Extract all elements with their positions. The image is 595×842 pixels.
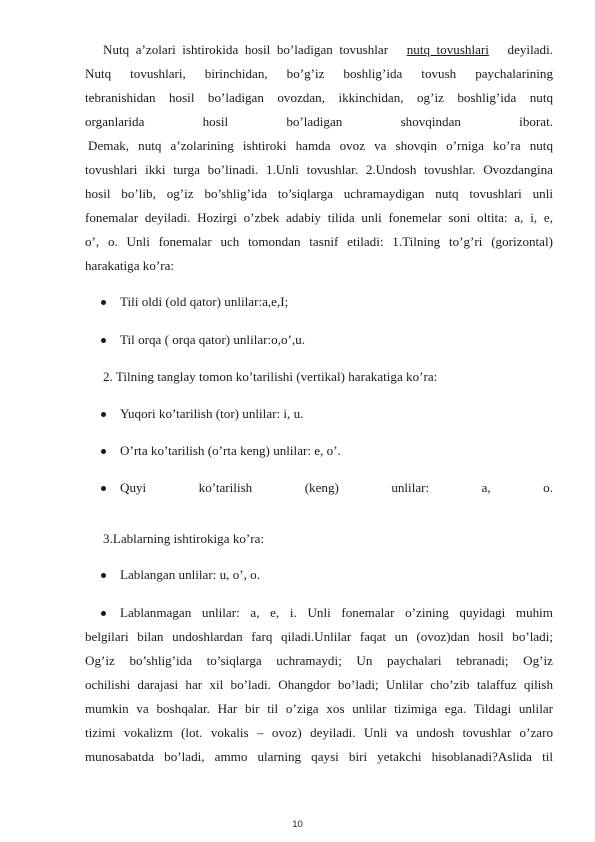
paragraph-line: o’, o. Unli fonemalar uch tomondan tasnif etiladi: 1.Tilning to’g’ri (gorizontal) (85, 234, 553, 249)
paragraph-line: tebranishidan hosil bo’ladigan ovozdan, ikkinchidan, og’iz boshlig’ida nutq (85, 90, 553, 105)
list-item-text: Yuqori ko’tarilish (tor) unlilar: i, u. (120, 406, 304, 421)
list-item-text: Lablanmagan unlilar: a, e, i. Unli fonemalar o’zining quyidagi muhim (120, 605, 553, 620)
list-item-text: Tili oldi (old qator) unlilar:a,e,I; (120, 294, 289, 309)
word: (keng) (304, 480, 339, 495)
paragraph-line: harakatiga ko’ra: (85, 258, 175, 273)
paragraph-text: Nutq a’zolari ishtirokida hosil bo’ladigan tovushlar (103, 42, 389, 57)
paragraph-line (85, 40, 553, 60)
paragraph-line: ochilishi darajasi har xil bo’ladi. Ohangdor bo’ladi; Unlilar cho’zib talaffuz qilish (85, 677, 553, 692)
paragraph-line: belgilari bilan undoshlardan farq qiladi.Unlilar faqat un (ovoz)dan hosil bo’ladi; (85, 629, 553, 644)
word: Quyi (120, 480, 147, 495)
term-link[interactable]: nutq tovushlari (406, 42, 489, 57)
paragraph-line: tizimi vokalizm (lot. vokalis – ovoz) deyiladi. Unli va undosh tovushlar o’zaro (85, 725, 553, 740)
word: ko’tarilish (198, 480, 253, 495)
paragraph-line: hosil bo’lib, og’iz bo’shlig’ida to’siqlarga uchramaydigan nutq tovushlari unli (85, 186, 553, 201)
paragraph-line: Demak, nutq a’zolarining ishtiroki hamda ovoz va shovqin o’rniga ko’ra nutq (88, 138, 553, 153)
list-item-text: Til orqa ( orqa qator) unlilar:o,o’,u. (120, 332, 305, 347)
section-heading: 3.Lablarning ishtirokiga ko’ra: (103, 531, 265, 546)
section-heading: 2. Tilning tanglay tomon ko’tarilishi (vertikal) harakatiga ko’ra: (103, 369, 438, 384)
word: a, (481, 480, 491, 495)
bullet-icon (101, 573, 106, 578)
paragraph-line: munosabatda bo’ladi, ammo ularning qaysi biri yetakchi hisoblanadi?Aslida til (85, 749, 553, 764)
list-item-text: O’rta ko’tarilish (o’rta keng) unlilar: e, o’. (120, 443, 341, 458)
bullet-icon (101, 449, 106, 454)
paragraph-line: Og’iz bo’shlig’ida to’siqlarga uchramaydi; Un paychalari tebranadi; Og’iz (85, 653, 553, 668)
paragraph-line: mumkin va boshqalar. Har bir til o’ziga xos unlilar tizimiga ega. Tildagi unlilar (85, 701, 553, 716)
list-item-text (120, 478, 553, 498)
bullet-icon (101, 338, 106, 343)
paragraph-line: organlarida hosil bo’ladigan shovqindan iborat. (85, 114, 553, 129)
word: o. (543, 480, 553, 495)
bullet-icon (101, 412, 106, 417)
page-number: 10 (292, 819, 303, 830)
bullet-icon (101, 611, 106, 616)
paragraph-text: deyiladi. (507, 42, 553, 57)
paragraph-line: tovushlari ikki turga bo’linadi. 1.Unli tovushlar. 2.Undosh tovushlar. Ovozdangina (85, 162, 553, 177)
bullet-icon (101, 486, 106, 491)
list-item-text: Lablangan unlilar: u, o’, o. (120, 567, 260, 582)
paragraph-line: Nutq tovushlari, birinchidan, bo’g’iz boshlig’ida tovush paychalarining (85, 66, 553, 81)
bullet-icon (101, 300, 106, 305)
word: unlilar: (391, 480, 430, 495)
paragraph-line: fonemalar deyiladi. Hozirgi o’zbek adabiy tilida unli fonemelar soni oltita: a, i, e, (85, 210, 553, 225)
